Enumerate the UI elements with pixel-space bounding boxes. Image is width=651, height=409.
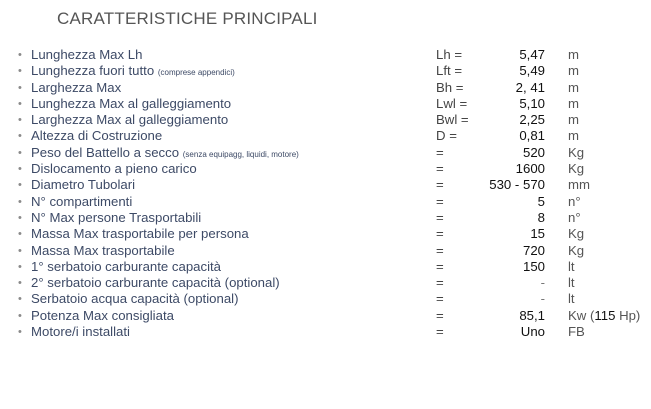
- spec-unit: m: [568, 63, 579, 79]
- spec-label: Dislocamento a pieno carico: [31, 161, 197, 177]
- spec-label: Altezza di Costruzione: [31, 128, 163, 144]
- bullet-icon: •: [18, 97, 22, 110]
- bullet-icon: •: [18, 49, 22, 61]
- hp-value: 115: [594, 307, 616, 323]
- spec-row: [0, 210, 651, 226]
- spec-label: Peso del Battello a secco (senza equipagg, liquidi, motore): [31, 144, 299, 160]
- spec-label: Potenza Max consigliata: [31, 307, 174, 323]
- bullet-icon: •: [18, 260, 22, 273]
- spec-label: N° compartimenti: [31, 193, 133, 209]
- spec-symbol: Bh =: [436, 79, 464, 95]
- page-title: CARATTERISTICHE PRINCIPALI: [57, 9, 318, 28]
- spec-value: 8: [537, 209, 545, 225]
- spec-row: [0, 308, 651, 324]
- spec-symbol: =: [436, 177, 444, 193]
- spec-row: [0, 96, 651, 112]
- spec-unit: m: [568, 112, 579, 128]
- bullet-icon: •: [18, 277, 22, 290]
- spec-value: 520: [522, 144, 545, 160]
- spec-symbol: =: [436, 291, 444, 307]
- spec-note: (senza equipagg, liquidi, motore): [182, 149, 299, 159]
- spec-symbol: =: [436, 144, 444, 160]
- spec-label: Lunghezza Max al galleggiamento: [31, 95, 232, 111]
- bullet-icon: •: [18, 211, 22, 224]
- spec-value: 0,81: [519, 128, 545, 144]
- spec-symbol: =: [436, 209, 444, 225]
- bullet-icon: •: [18, 195, 22, 208]
- spec-symbol: Lwl =: [436, 95, 468, 111]
- spec-unit: n°: [568, 209, 581, 225]
- spec-value: 530 - 570: [489, 177, 545, 193]
- spec-label: Massa Max trasportabile per persona: [31, 226, 249, 242]
- bullet-icon: •: [18, 228, 22, 241]
- spec-unit: n°: [568, 193, 581, 209]
- spec-row: [0, 324, 651, 340]
- spec-unit: m: [568, 47, 579, 62]
- spec-row: [0, 243, 651, 259]
- spec-unit: Kw (115 Hp): [568, 307, 641, 323]
- spec-symbol: =: [436, 226, 444, 242]
- bullet-icon: •: [18, 163, 22, 176]
- spec-value: -: [540, 291, 545, 307]
- spec-row: [0, 145, 651, 161]
- spec-symbol: =: [436, 242, 444, 258]
- bullet-icon: •: [18, 179, 22, 192]
- spec-value: 5,47: [519, 47, 545, 62]
- spec-row: [0, 291, 651, 307]
- spec-symbol: =: [436, 161, 444, 177]
- spec-value: 720: [522, 242, 545, 258]
- bullet-icon: •: [18, 326, 22, 339]
- spec-label: Massa Max trasportabile: [31, 242, 175, 258]
- spec-symbol: =: [436, 324, 444, 340]
- spec-unit: lt: [568, 291, 575, 307]
- bullet-icon: •: [18, 65, 22, 78]
- spec-row: [0, 275, 651, 291]
- spec-value: 1600: [515, 161, 545, 177]
- spec-unit: Kg: [568, 242, 585, 258]
- spec-label: Lunghezza Max Lh: [31, 47, 143, 62]
- spec-row: [0, 112, 651, 128]
- spec-symbol: Lft =: [436, 63, 463, 79]
- spec-row: [0, 128, 651, 144]
- spec-unit: mm: [568, 177, 590, 193]
- spec-label: Motore/i installati: [31, 324, 130, 340]
- spec-label: Diametro Tubolari: [31, 177, 136, 193]
- spec-value: 2, 41: [515, 79, 545, 95]
- spec-label: Larghezza Max: [31, 79, 122, 95]
- bullet-icon: •: [18, 244, 22, 257]
- spec-label: 1° serbatoio carburante capacità: [31, 258, 222, 274]
- spec-value: 2,25: [519, 112, 545, 128]
- spec-label: 2° serbatoio carburante capacità (optional): [31, 275, 280, 291]
- spec-value: 5,49: [519, 63, 545, 79]
- spec-unit: Kg: [568, 226, 585, 242]
- spec-label: N° Max persone Trasportabili: [31, 209, 202, 225]
- spec-row: [0, 259, 651, 275]
- spec-unit: Kg: [568, 161, 585, 177]
- spec-row: [0, 226, 651, 242]
- spec-label: Serbatoio acqua capacità (optional): [31, 291, 239, 307]
- spec-value: 5,10: [519, 95, 545, 111]
- bullet-icon: •: [18, 114, 22, 127]
- spec-value: 15: [530, 226, 545, 242]
- bullet-icon: •: [18, 146, 22, 159]
- spec-row: [0, 177, 651, 193]
- spec-note: (comprese appendici): [157, 68, 235, 78]
- spec-symbol: =: [436, 275, 444, 291]
- spec-value: 5: [537, 193, 545, 209]
- spec-row: [0, 47, 651, 63]
- spec-value: 150: [522, 258, 545, 274]
- bullet-icon: •: [18, 309, 22, 322]
- spec-label: Larghezza Max al galleggiamento: [31, 112, 229, 128]
- spec-unit: FB: [568, 324, 585, 340]
- spec-unit: lt: [568, 275, 575, 291]
- spec-unit: m: [568, 79, 579, 95]
- spec-unit: lt: [568, 258, 575, 274]
- spec-label: Lunghezza fuori tutto (comprese appendici): [31, 63, 235, 79]
- spec-symbol: D =: [436, 128, 457, 144]
- spec-row: [0, 80, 651, 96]
- spec-unit: m: [568, 128, 579, 144]
- spec-value: 85,1: [519, 307, 545, 323]
- spec-symbol: =: [436, 258, 444, 274]
- spec-row: [0, 63, 651, 79]
- bullet-icon: •: [18, 130, 22, 143]
- spec-symbol: =: [436, 193, 444, 209]
- spec-unit: Kg: [568, 144, 585, 160]
- spec-unit: m: [568, 95, 579, 111]
- spec-list: [0, 47, 651, 340]
- spec-value: -: [540, 275, 545, 291]
- spec-symbol: =: [436, 307, 444, 323]
- bullet-icon: •: [18, 293, 22, 306]
- spec-symbol: Lh =: [436, 47, 463, 62]
- bullet-icon: •: [18, 81, 22, 94]
- spec-value: Uno: [520, 324, 545, 340]
- spec-symbol: Bwl =: [436, 112, 469, 128]
- spec-row: [0, 194, 651, 210]
- spec-row: [0, 161, 651, 177]
